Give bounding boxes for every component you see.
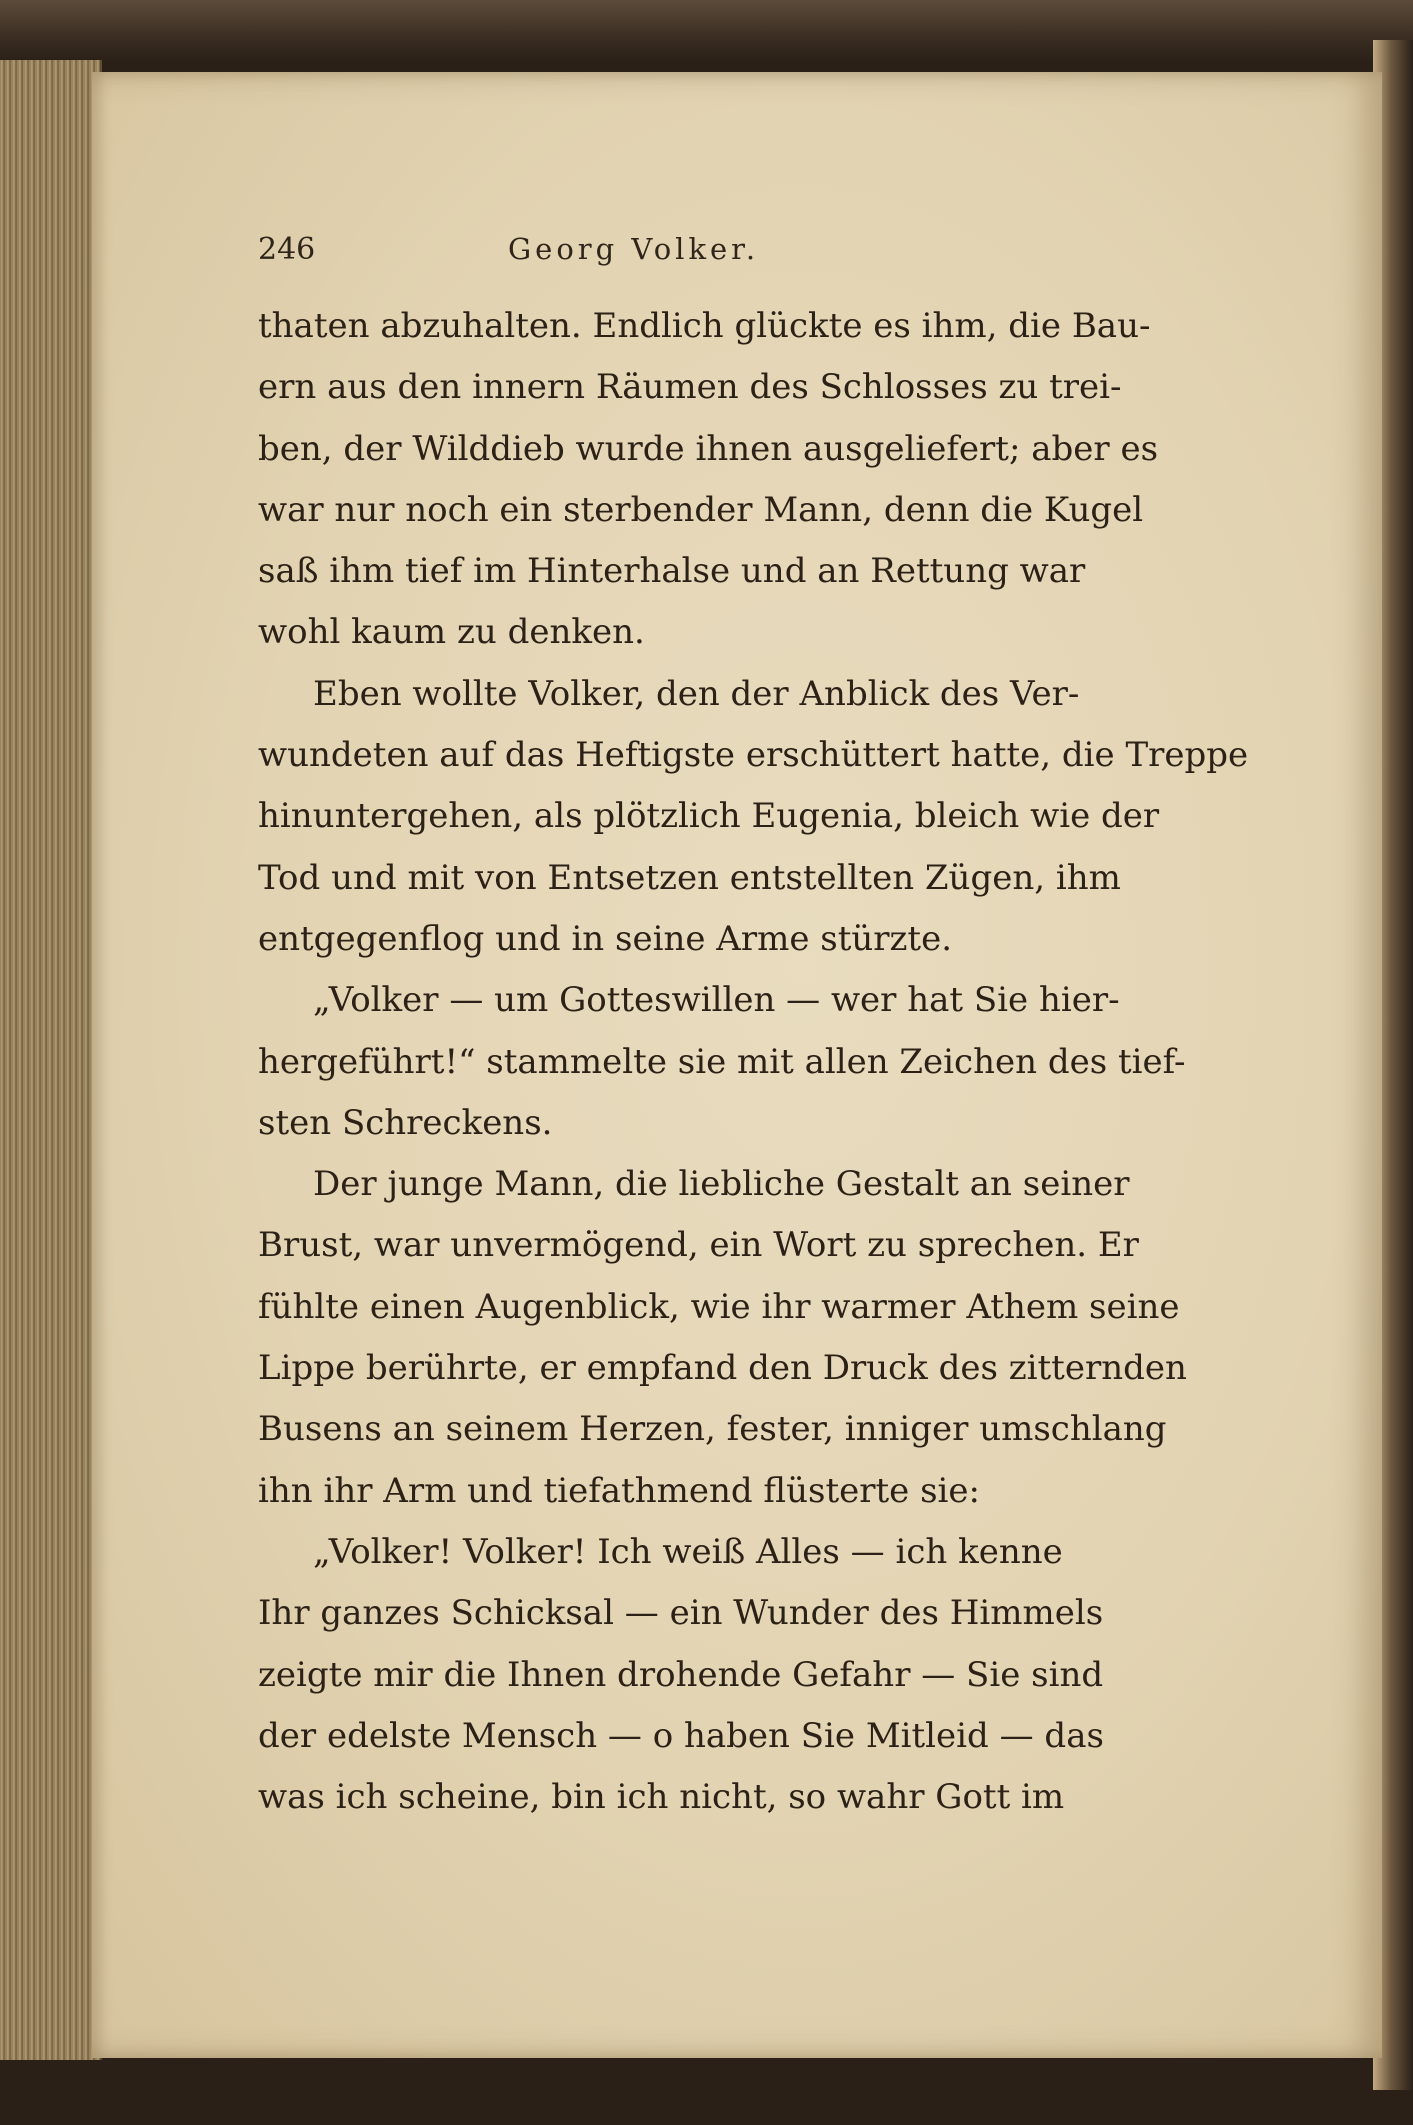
page-edges-left [0,60,102,2060]
page-header [258,232,938,272]
text-line: Busens an seinem Herzen, fester, inniger umschlang [258,1409,1167,1450]
text-line: zeigte mir die Ihnen drohende Gefahr — Sie sind [258,1654,1104,1695]
text-line: ihn ihr Arm und tiefathmend flüsterte sie: [258,1470,980,1511]
text-line: fühlte einen Augenblick, wie ihr warmer Athem seine [258,1286,1180,1327]
text-line: was ich scheine, bin ich nicht, so wahr Gott im [258,1777,1065,1818]
text-line: ern aus den innern Räumen des Schlosses zu trei- [258,367,1122,408]
text-line: sten Schreckens. [258,1102,553,1143]
text-line: Tod und mit von Entsetzen entstellten Zügen, ihm [258,857,1121,898]
text-line: Eben wollte Volker, den der Anblick des Ver- [313,673,1080,714]
text-line: entgegenflog und in seine Arme stürzte. [258,918,953,959]
text-line: Der junge Mann, die liebliche Gestalt an seiner [313,1164,1130,1205]
text-line: ben, der Wilddieb wurde ihnen ausgeliefert; aber es [258,428,1159,469]
text-line: „Volker! Volker! Ich weiß Alles — ich kenne [313,1531,1063,1572]
text-line: war nur noch ein sterbender Mann, denn die Kugel [258,489,1144,530]
text-line: Lippe berührte, er empfand den Druck des zitternden [258,1348,1187,1389]
text-line: thaten abzuhalten. Endlich glückte es ihm, die Bau- [258,306,1151,346]
book-cover-top-edge [0,0,1413,62]
text-line: „Volker — um Gotteswillen — wer hat Sie hier- [313,980,1120,1021]
page-number: 246 [258,232,316,267]
text-line: wohl kaum zu denken. [258,612,645,653]
text-line: hinuntergehen, als plötzlich Eugenia, bleich wie der [258,796,1160,837]
text-line: Ihr ganzes Schicksal — ein Wunder des Himmels [258,1593,1104,1634]
text-line: hergeführt!“ stammelte sie mit allen Zeichen des tief- [258,1041,1186,1082]
text-line: wundeten auf das Heftigste erschüttert hatte, die Treppe [258,735,1249,776]
text-line: saß ihm tief im Hinterhalse und an Rettung war [258,551,1086,592]
text-line: der edelste Mensch — o haben Sie Mitleid — das [258,1715,1104,1756]
running-title: Georg Volker. [508,232,760,266]
body-text [258,296,1249,1828]
text-line: Brust, war unvermögend, ein Wort zu sprechen. Er [258,1225,1139,1266]
